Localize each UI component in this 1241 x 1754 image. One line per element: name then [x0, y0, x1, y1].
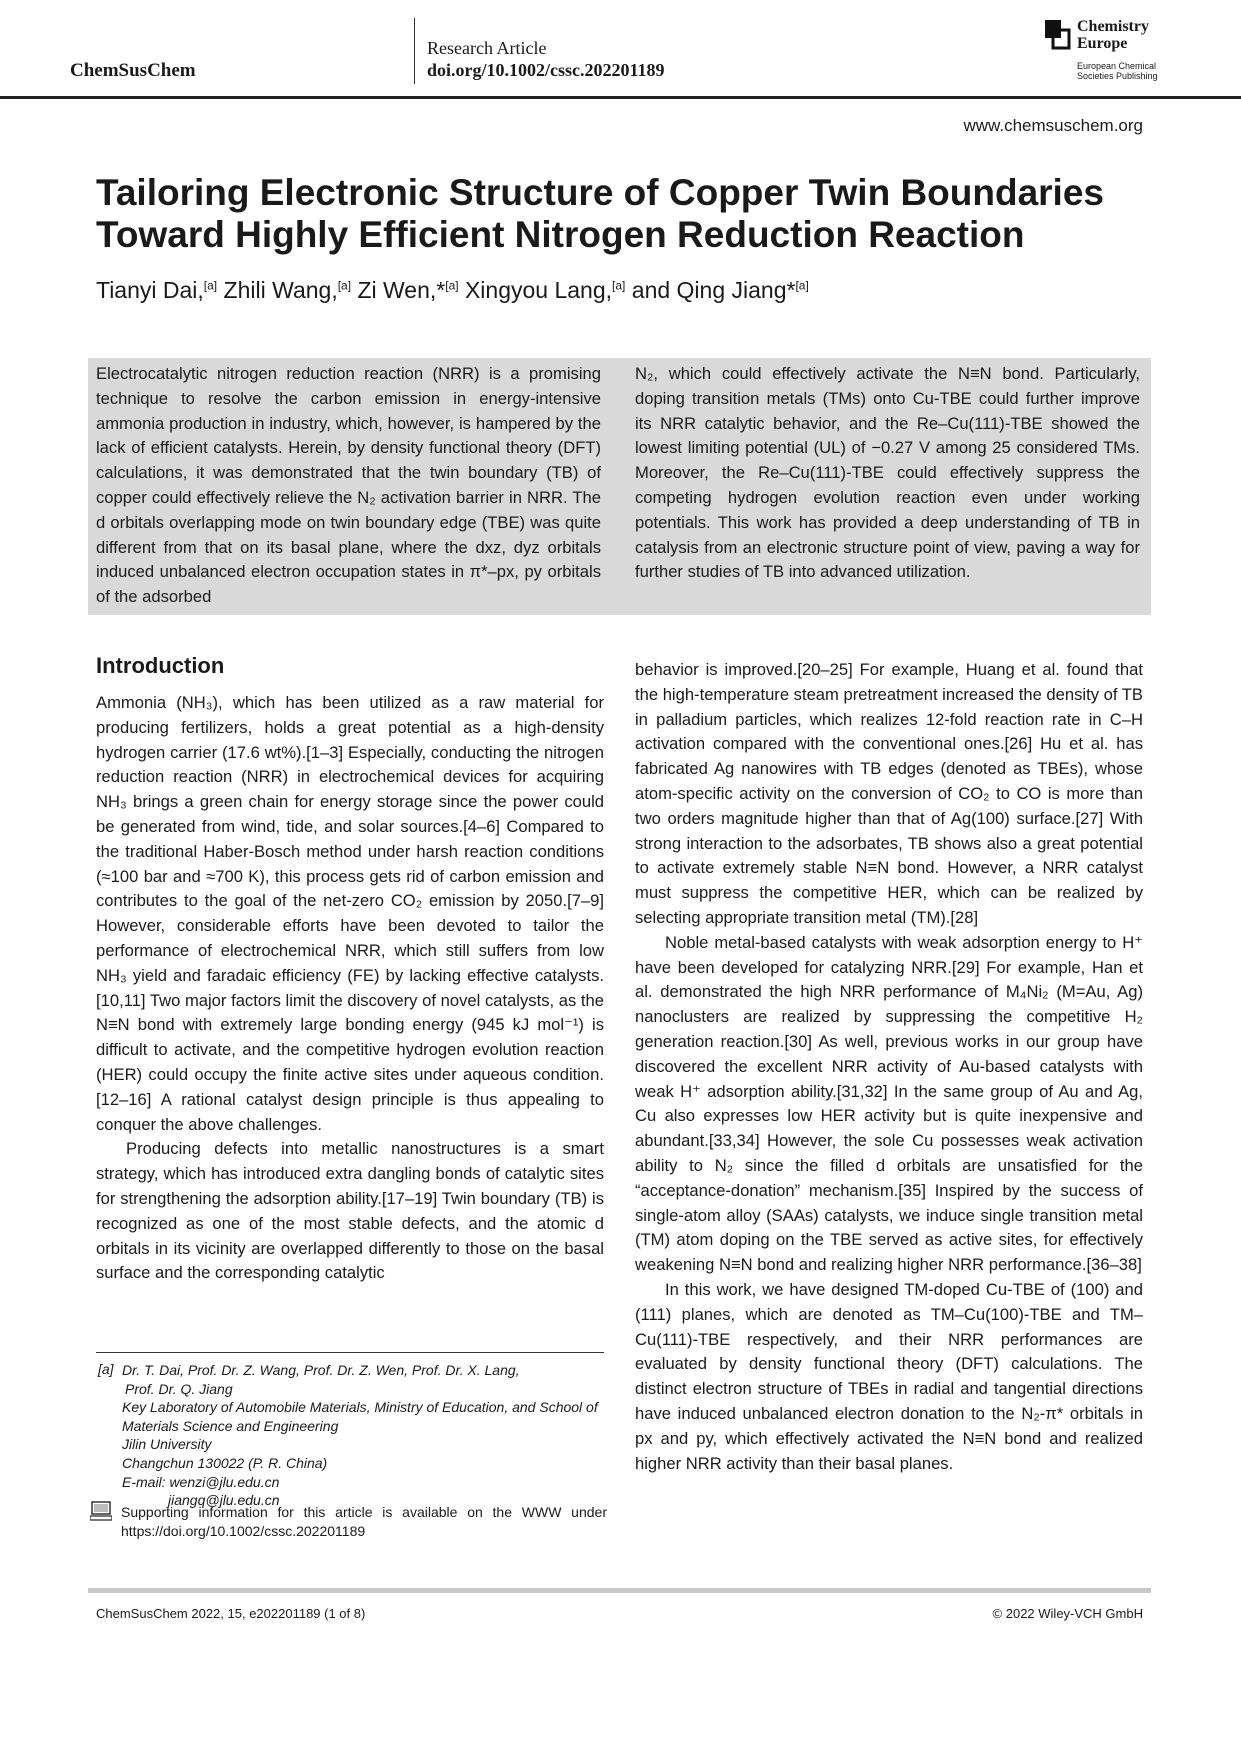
author: Zi Wen,*	[357, 277, 446, 303]
body-right-column	[635, 658, 1143, 1476]
header-rule	[0, 96, 1241, 99]
abstract-left-column: Electrocatalytic nitrogen reduction reaction (NRR) is a promising technique to resolve the carbon emission in energy-intensive ammonia production in industry, which, however, is hampered by the lack of efficient catalysts. Herein, by density functional theory (DFT) calculations, it was demonstrated that the twin boundary (TB) of copper could effectively relieve the N₂ activation barrier in NRR. The d orbitals overlapping mode on twin boundary edge (TBE) was quite different from that on its basal plane, where the dxz, dyz orbitals induced unbalanced electron occupation states in π*–px, py orbitals of the adsorbed	[96, 364, 601, 607]
author: Tianyi Dai,	[96, 277, 204, 303]
affiliation-footnote	[122, 1361, 607, 1510]
body-left-column	[96, 691, 604, 1286]
footnote-line[interactable]: E-mail: wenzi@jlu.edu.cn	[122, 1473, 280, 1490]
author: Zhili Wang,	[223, 277, 338, 303]
author: and Qing Jiang*	[631, 277, 796, 303]
footer-copyright: © 2022 Wiley-VCH GmbH	[992, 1606, 1143, 1621]
author: Xingyou Lang,	[464, 277, 613, 303]
doi-link[interactable]: doi.org/10.1002/cssc.202201189	[427, 60, 665, 80]
footnote-line: Dr. T. Dai, Prof. Dr. Z. Wang, Prof. Dr. Z. Wen, Prof. Dr. X. Lang,	[122, 1362, 520, 1378]
footnote-rule	[96, 1352, 604, 1353]
logo-subtext-line1: European Chemical	[1077, 61, 1157, 71]
author-list	[96, 277, 809, 304]
author-affiliation: [a]	[795, 278, 809, 293]
logo-subtext-line2: Societies Publishing	[1077, 71, 1158, 81]
footnote-line[interactable]: jiangq@jlu.edu.cn	[168, 1492, 280, 1509]
introduction-heading: Introduction	[96, 653, 225, 678]
body-paragraph: Ammonia (NH₃), which has been utilized as a raw material for producing fertilizers, holds a great potential as a high-density hydrogen carrier (17.6 wt%).[1–3] Especially, conducting the nitrogen reduction reaction (NRR) in electrochemical devices for acquiring NH₃ brings a green chain for energy storage since the power could be generated from wind, tide, and solar sources.[4–6] Compared to the traditional Haber-Bosch method under harsh reaction conditions (≈100 bar and ≈700 K), this process gets rid of carbon emission and contributes to the goal of the net-zero CO₂ emission by 2050.[7–9] However, considerable efforts have been devoted to tailor the performance of electrochemical NRR, which still suffers from low NH₃ yield and faradaic efficiency (FE) by lacking effective catalysts.[10,11] Two major factors limit the discovery of novel catalysts, as the N≡N bond with extremely large bonding energy (945 kJ mol⁻¹) is difficult to activate, and the competitive hydrogen evolution reaction (HER) could occupy the finite active sites under aqueous condition.[12–16] A rational catalyst design principle is thus appealing to conquer the above challenges.	[96, 693, 604, 1134]
footnote-label: [a]	[98, 1361, 114, 1377]
body-paragraph: Noble metal-based catalysts with weak adsorption energy to H⁺ have been developed for catalyzing NRR.[29] For example, Han et al. demonstrated the high NRR performance of M₄Ni₂ (M=Au, Ag) nanoclusters are realized by suppressing the competitive H₂ generation reaction.[30] As well, previous works in our group have discovered the excellent NRR activity of Au-based catalysts with weak H⁺ adsorption ability.[31,32] In the same group of Au and Ag, Cu also expresses low HER activity but is quite inexpensive and abundant.[33,34] However, the sole Cu possesses weak activation ability to N₂ since the filled d orbitals are unsatisfied for the “acceptance-donation” mechanism.[35] Inspired by the success of single-atom alloy (SAAs) catalysts, we induce single transition metal (TM) atom doping on the TBE served as active sites, for effectively weakening N≡N bond and realizing higher NRR performance.[36–38]	[635, 932, 1143, 1275]
body-paragraph: behavior is improved.[20–25] For example, Huang et al. found that the high-temperature steam pretreatment increased the density of TB in palladium particles, which realizes 12-fold reaction rate in C–H activation compared with the conventional ones.[26] Hu et al. has fabricated Ag nanowires with TB edges (denoted as TBEs), whose atom-specific activity on the conversion of CO₂ to CO is more than two orders magnitude higher than that of Ag(100) surface.[27] With strong interaction to the adsorbates, TB shows also a great potential to activate extremely stable N≡N bond. However, a NRR catalyst must suppress the competitive HER, which can be realized by selecting appropriate transition metal (TM).[28]	[635, 660, 1143, 927]
logo-text-line1: Chemistry	[1077, 18, 1149, 35]
body-paragraph: Producing defects into metallic nanostructures is a smart strategy, which has introduced extra dangling bonds of catalytic sites for strengthening the adsorption ability.[17–19] Twin boundary (TB) is recognized as one of the most stable defects, and the atomic d orbitals in its vicinity are overlapped differently to those on the basal surface and the corresponding catalytic	[96, 1139, 604, 1283]
computer-icon	[90, 1501, 112, 1521]
footnote-line: Prof. Dr. Q. Jiang	[125, 1380, 233, 1397]
article-title: Tailoring Electronic Structure of Copper Twin Boundaries Toward Highly Efficient Nitrogen Reduction Reaction	[96, 172, 1104, 255]
journal-website[interactable]: www.chemsuschem.org	[963, 116, 1143, 135]
footnote-line: Jilin University	[122, 1436, 212, 1453]
journal-name: ChemSusChem	[70, 60, 196, 81]
footer-citation: ChemSusChem 2022, 15, e202201189 (1 of 8)	[96, 1606, 366, 1621]
author-affiliation: [a]	[337, 278, 352, 293]
footer-bar	[88, 1588, 1151, 1593]
footnote-line: Key Laboratory of Automobile Materials, Ministry of Education, and School of Materials Science and Engineering	[122, 1399, 598, 1434]
header-divider	[414, 18, 415, 84]
abstract-box	[88, 358, 1151, 615]
article-type: Research Article	[427, 38, 547, 58]
author-affiliation: [a]	[203, 278, 218, 293]
author-affiliation: [a]	[445, 278, 459, 293]
body-paragraph: In this work, we have designed TM-doped Cu-TBE of (100) and (111) planes, which are denoted as TM–Cu(100)-TBE and TM–Cu(111)-TBE respectively, and their NRR performances are evaluated by density functional theory (DFT) calculations. The distinct electron structure of TBEs in radial and tangential directions have induced unbalanced electron donation to the N₂-π* orbitals in px and py, which effectively activated the N≡N bond and realized higher NRR activity than their basal planes.	[635, 1279, 1143, 1473]
footnote-line: Changchun 130022 (P. R. China)	[122, 1454, 328, 1471]
author-affiliation: [a]	[612, 278, 626, 293]
chemistry-europe-logo	[1045, 18, 1175, 82]
chemistry-europe-logo-icon	[1045, 20, 1071, 50]
supporting-information-note[interactable]: Supporting information for this article is available on the WWW under https://doi.org/10.1002/cssc.202201189	[121, 1504, 607, 1539]
abstract-right-column: N₂, which could effectively activate the N≡N bond. Particularly, doping transition metals (TMs) onto Cu-TBE could further improve its NRR catalytic behavior, and the Re–Cu(111)-TBE showed the lowest limiting potential (UL) of −0.27 V among 25 considered TMs. Moreover, the Re–Cu(111)-TBE could effectively suppress the competing hydrogen evolution reaction even under working potentials. This work has provided a deep understanding of TB in catalysis from an electronic structure point of view, paving a way for further studies of TB into advanced utilization.	[635, 364, 1140, 582]
logo-text-line2: Europe	[1077, 35, 1128, 52]
